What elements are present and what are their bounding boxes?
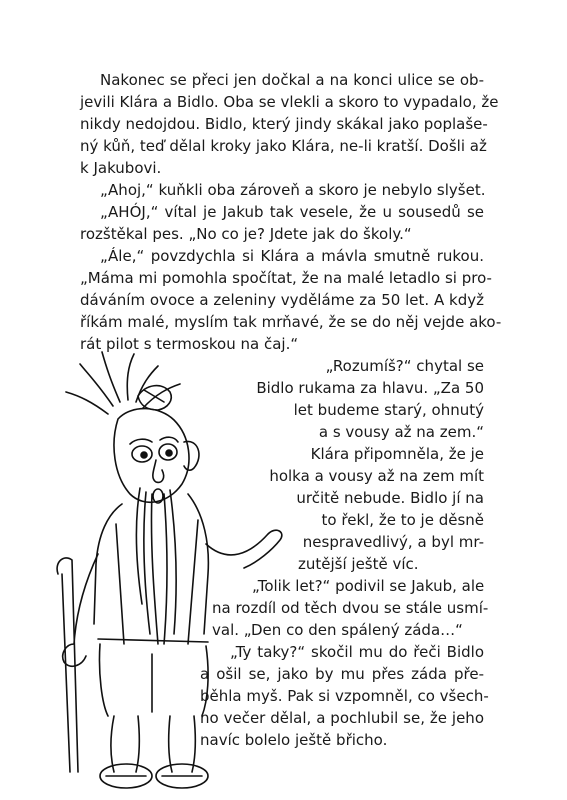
text-line: „Tolik let?“ podivil se Jakub, ale xyxy=(252,577,485,595)
text-line: val. „Den co den spálený záda…“ xyxy=(212,621,463,639)
text-line: navíc bolelo ještě břicho. xyxy=(200,731,388,749)
text-line: Klára připomněla, že je xyxy=(310,445,484,463)
text-line: na rozdíl od těch dvou se stále usmí- xyxy=(212,599,489,617)
text-line: určitě nebude. Bidlo jí na xyxy=(296,489,484,507)
text-line: rát pilot s termoskou na čaj.“ xyxy=(80,335,299,353)
text-line: a ošil se, jako by mu přes záda pře- xyxy=(200,665,484,683)
text-line: a s vousy až na zem.“ xyxy=(318,423,484,441)
text-line: nespravedlivý, a byl mr- xyxy=(302,533,484,551)
text-line: „AHÓJ,“ vítal je Jakub tak vesele, že u sousedů se xyxy=(100,203,484,221)
text-line: dáváním ovoce a zeleniny vyděláme za 50 let. A když xyxy=(80,291,484,309)
text-line: Bidlo rukama za hlavu. „Za 50 xyxy=(256,379,484,397)
old-man-illustration xyxy=(18,344,293,794)
text-line: to řekl, že to je děsně xyxy=(321,511,484,529)
text-line: zutější ještě víc. xyxy=(298,555,419,573)
text-line: let budeme starý, ohnutý xyxy=(293,401,484,419)
text-line: ný kůň, teď dělal kroky jako Klára, ne-li kratší. Došli až xyxy=(80,137,487,155)
text-line: k Jakubovi. xyxy=(80,159,162,177)
text-line: „Máma mi pomohla spočítat, že na malé letadlo si pro- xyxy=(80,269,492,287)
text-line: rozštěkal pes. „No co je? Jdete jak do školy.“ xyxy=(80,225,412,243)
text-line: „Ále,“ povzdychla si Klára a mávla smutně rukou. xyxy=(100,247,484,265)
text-line: Nakonec se přeci jen dočkal a na konci ulice se ob- xyxy=(100,71,484,89)
text-line: holka a vousy až na zem mít xyxy=(269,467,484,485)
text-line: říkám malé, myslím tak mrňavé, že se do něj vejde ako- xyxy=(80,313,502,331)
text-line: běhla myš. Pak si vzpomněl, co všech- xyxy=(200,687,489,705)
text-line: no večer dělal, a pochlubil se, že jeho xyxy=(200,709,484,727)
text-line: „Ahoj,“ kuňkli oba zároveň a skoro je nebylo slyšet. xyxy=(100,181,486,199)
text-line: „Ty taky?“ skočil mu do řeči Bidlo xyxy=(230,643,484,661)
text-line: nikdy nedojdou. Bidlo, který jindy skákal jako poplaše- xyxy=(80,115,488,133)
text-line: „Rozumíš?“ chytal se xyxy=(325,357,484,375)
text-line: jevili Klára a Bidlo. Oba se vlekli a skoro to vypadalo, že xyxy=(80,93,499,111)
